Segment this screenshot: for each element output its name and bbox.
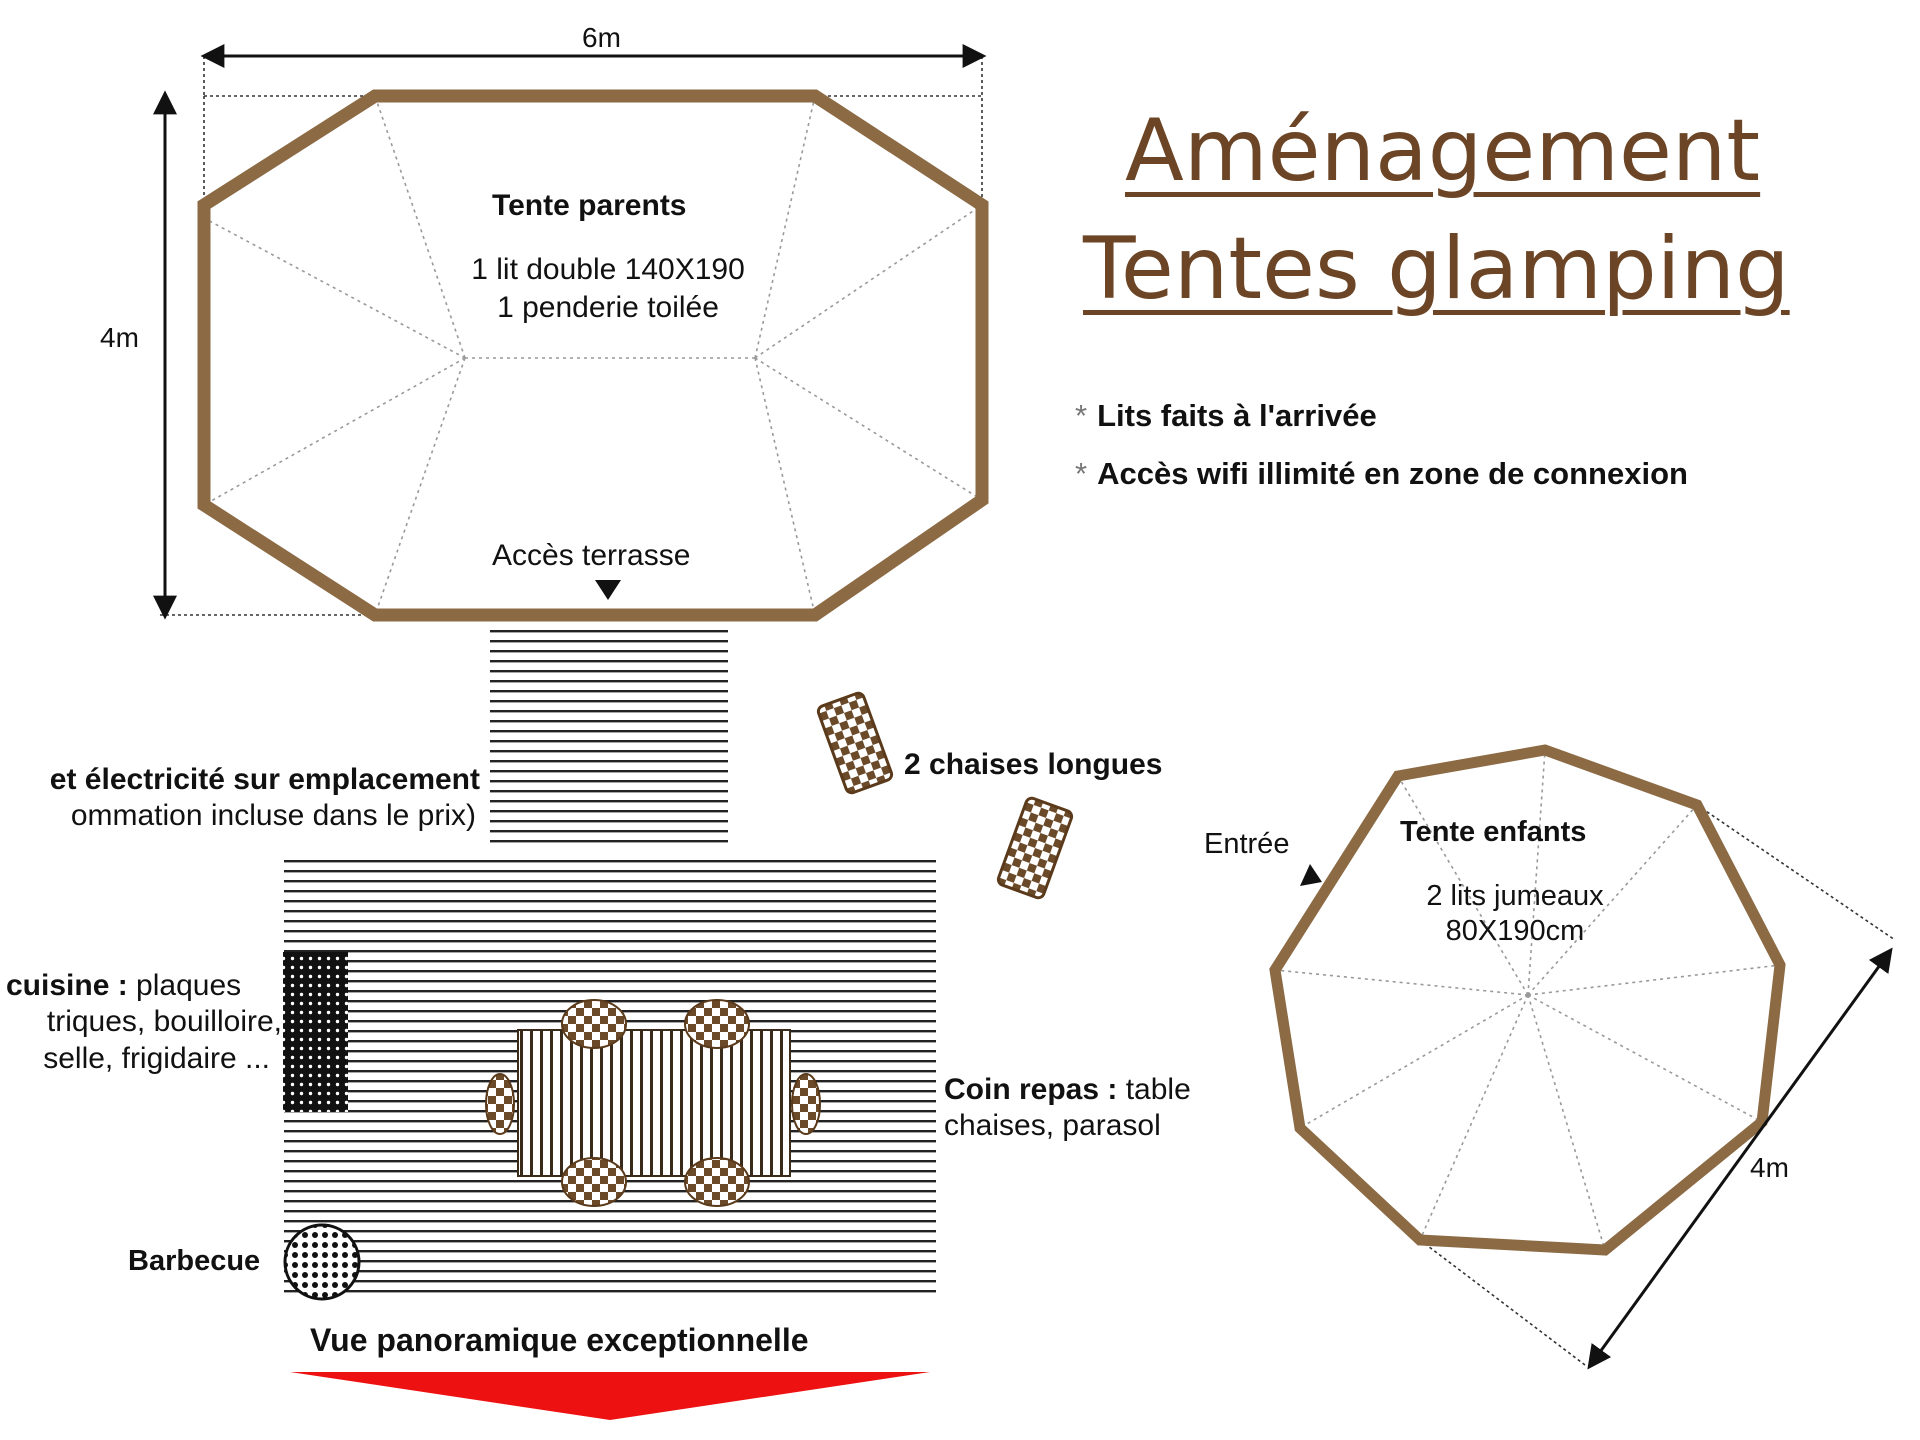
lounger xyxy=(817,692,894,795)
kitchen-text-3: selle, frigidaire ... xyxy=(43,1042,270,1075)
bullet-text: Accès wifi illimité en zone de connexion xyxy=(1097,456,1688,491)
barbecue-grill xyxy=(285,1225,359,1299)
chair xyxy=(486,1074,514,1134)
lounger xyxy=(997,797,1074,900)
kitchen-label-text: plaques xyxy=(136,969,242,1002)
child-size-label: 4m xyxy=(1750,1152,1789,1183)
bullet-text: Lits faits à l'arrivée xyxy=(1097,398,1377,433)
entry-label: Entrée xyxy=(1204,828,1290,860)
bullet-star-icon: * xyxy=(1075,398,1088,433)
kitchen-text-2: triques, bouilloire, xyxy=(46,1005,282,1038)
size-arrow xyxy=(1600,965,1880,1352)
kitchen-unit xyxy=(283,952,348,1112)
child-tent-detail-2: 80X190cm xyxy=(1445,915,1585,947)
dining-label xyxy=(944,1072,1191,1108)
bullet-beds xyxy=(1075,398,1377,434)
chair xyxy=(562,1000,626,1048)
depth-label: 4m xyxy=(100,322,139,353)
dining-text-2: chaises, parasol xyxy=(944,1109,1161,1142)
panoramic-view-label: Vue panoramique exceptionnelle xyxy=(310,1322,809,1358)
dining-set xyxy=(486,1000,820,1206)
walkway-deck xyxy=(490,630,728,848)
child-tent-name: Tente enfants xyxy=(1400,816,1587,848)
electricity-label: et électricité sur emplacement xyxy=(49,763,480,796)
bullet-star-icon: * xyxy=(1075,456,1088,491)
kitchen-label-bold: cuisine : xyxy=(6,969,128,1002)
dining-table xyxy=(518,1030,790,1176)
chair xyxy=(685,1158,749,1206)
chair xyxy=(685,1000,749,1048)
parent-tent-name: Tente parents xyxy=(492,189,687,222)
barbecue-label: Barbecue xyxy=(128,1245,261,1277)
terrace-access-label: Accès terrasse xyxy=(492,539,691,572)
electricity-note: ommation incluse dans le prix) xyxy=(70,799,476,832)
chair xyxy=(562,1158,626,1206)
chair xyxy=(792,1074,820,1134)
parent-tent xyxy=(160,56,982,615)
kitchen-label xyxy=(6,968,241,1004)
bullet-wifi xyxy=(1075,456,1688,492)
width-label: 6m xyxy=(582,22,621,53)
dining-label-text: table xyxy=(1125,1073,1191,1106)
dining-label-bold: Coin repas : xyxy=(944,1073,1118,1106)
terrace-access-arrow xyxy=(595,580,621,600)
parent-tent-detail-1: 1 lit double 140X190 xyxy=(471,253,745,286)
panoramic-view-arrow xyxy=(290,1372,930,1420)
entry-arrow xyxy=(1300,864,1322,886)
title-line-2: Tentes glamping xyxy=(1083,219,1790,319)
title-line-1: Aménagement xyxy=(1125,101,1761,201)
parent-tent-detail-2: 1 penderie toilée xyxy=(497,291,719,324)
loungers-label: 2 chaises longues xyxy=(904,748,1163,781)
child-tent-detail-1: 2 lits jumeaux xyxy=(1426,880,1604,912)
